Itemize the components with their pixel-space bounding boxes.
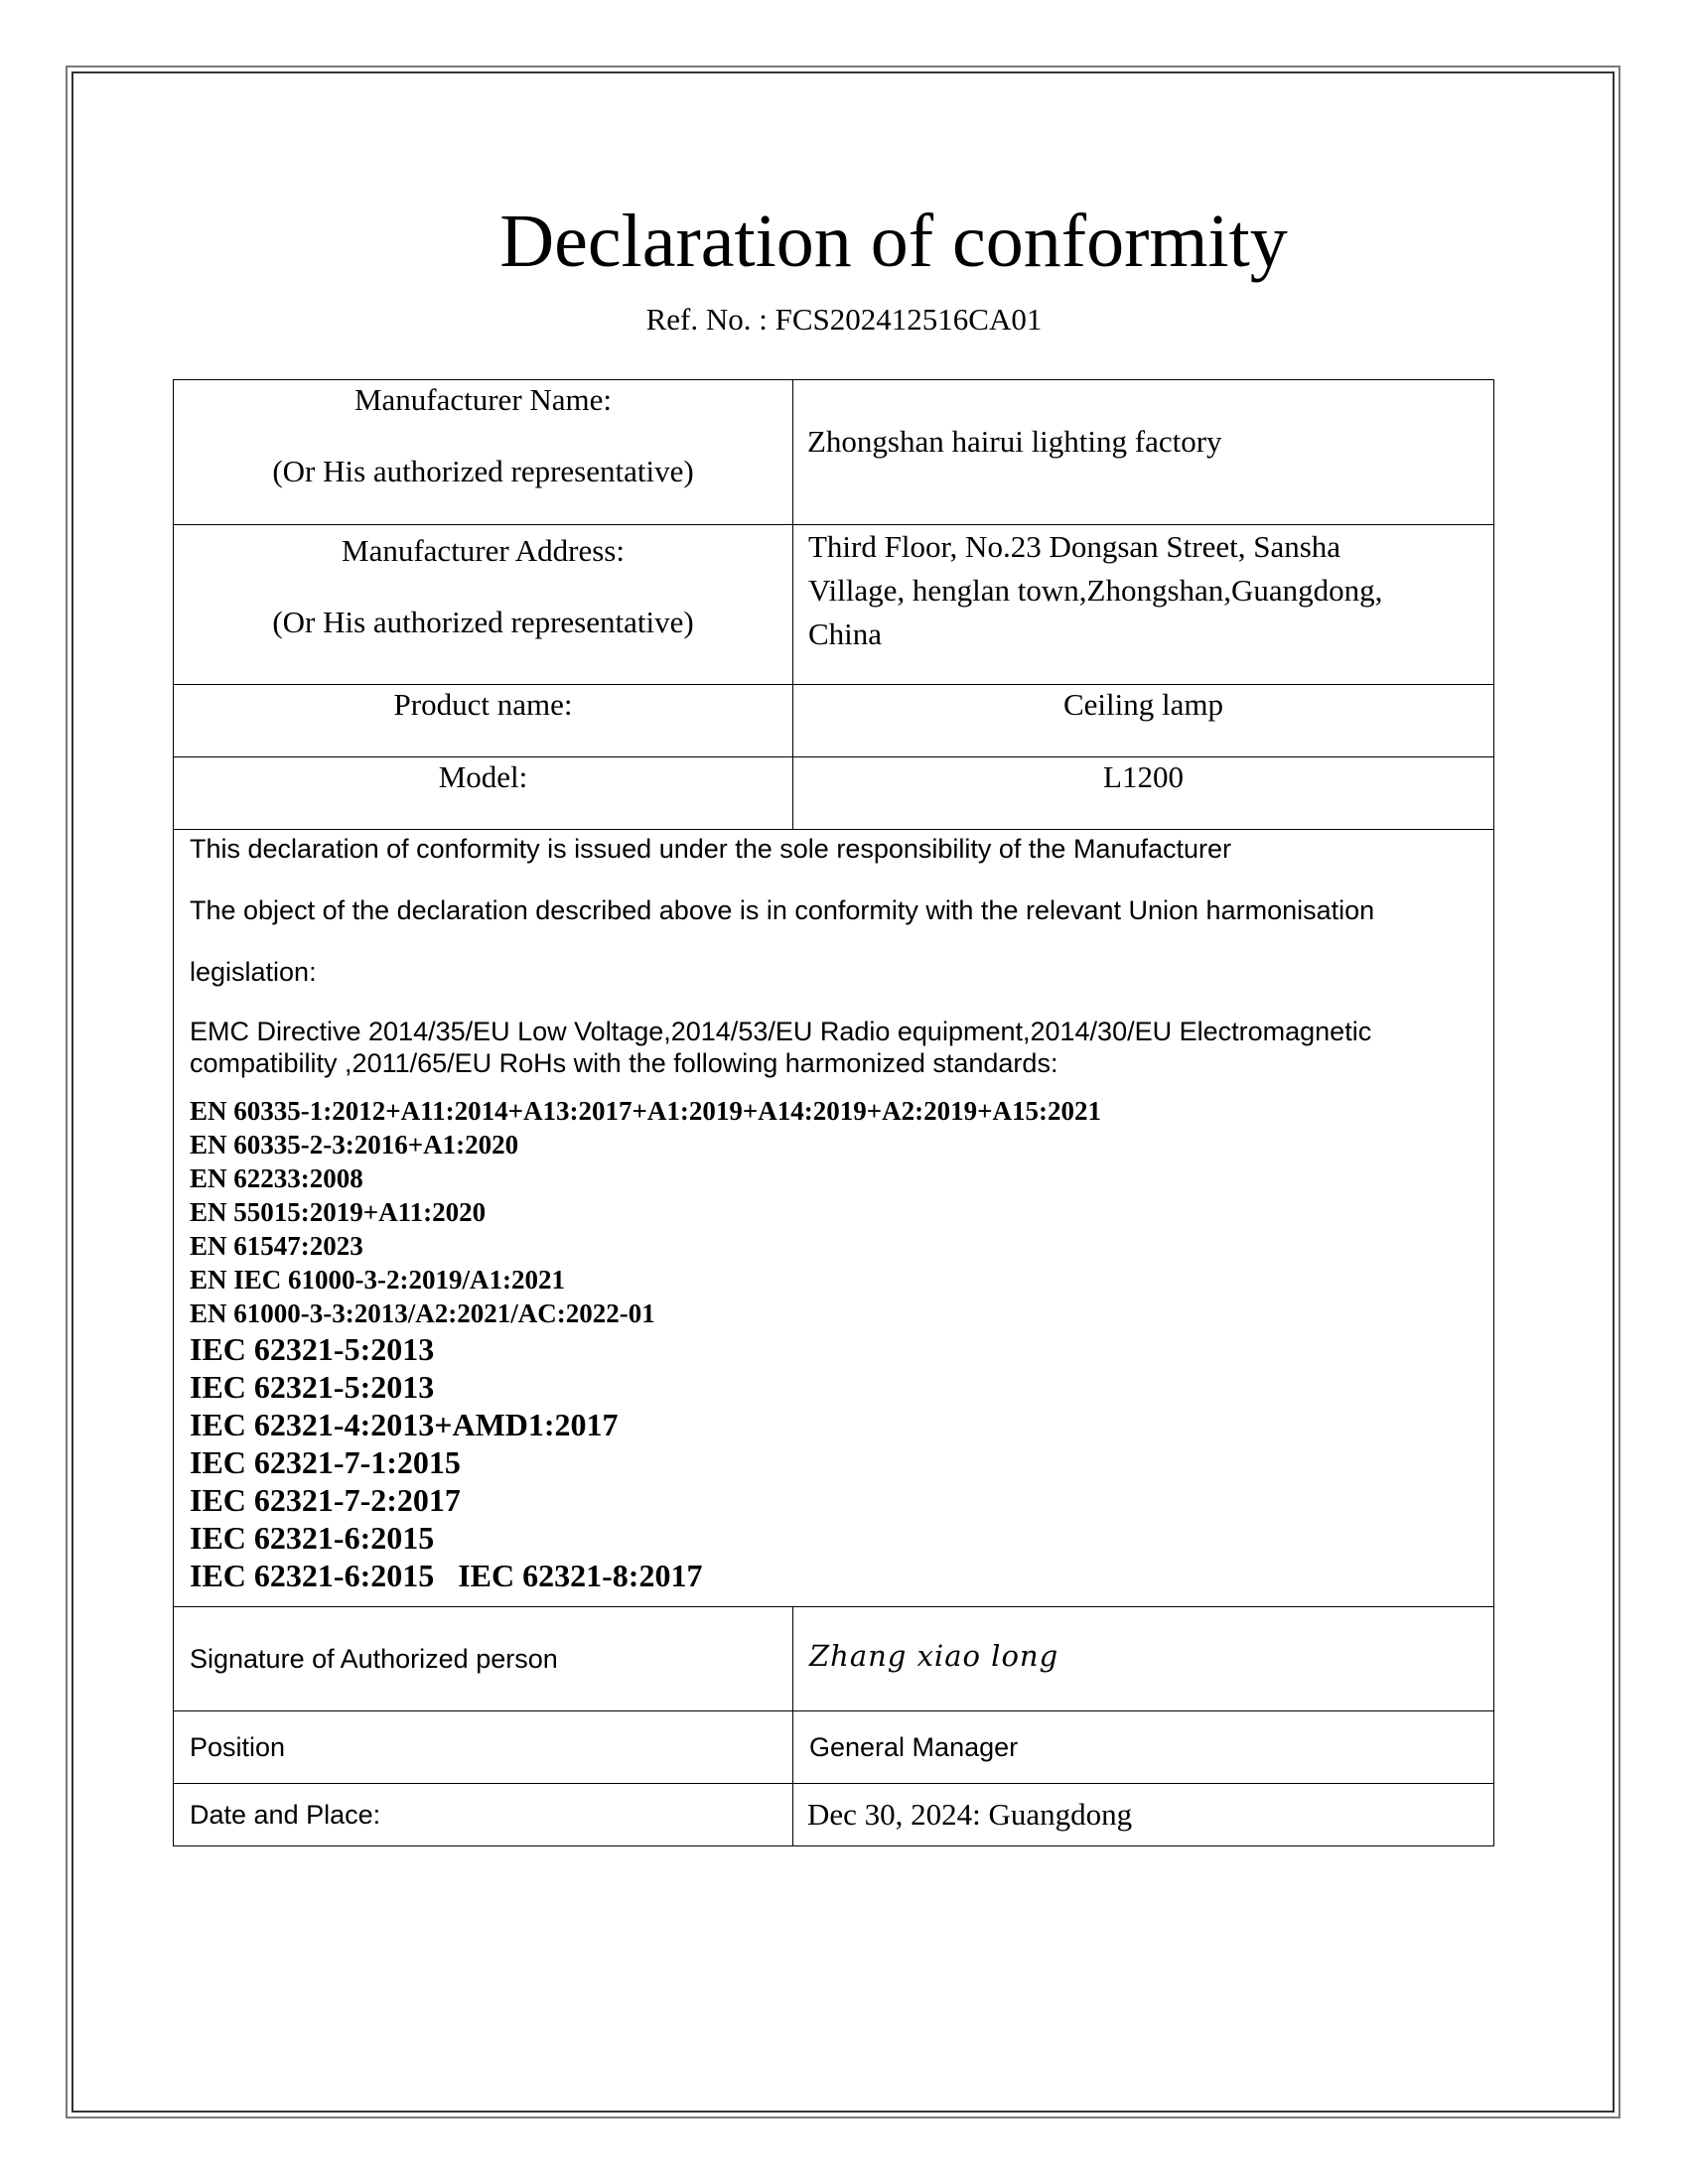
manufacturer-address-label-cell [174,525,793,685]
model-row [174,757,1494,830]
position-value-cell [793,1711,1494,1784]
manufacturer-name-label: Manufacturer Name: [353,382,613,417]
model-label: Model: [438,759,528,794]
standard-item: IEC 62321-7-2:2017 [190,1482,461,1518]
standard-item: IEC 62321-6:2015 [190,1520,435,1556]
date-label-cell [174,1784,793,1846]
declaration-cell [174,830,1494,1607]
declaration-row [174,830,1494,1607]
standard-item: IEC 62321-5:2013 [190,1369,435,1405]
standard-item: IEC 62321-7-1:2015 [190,1444,461,1480]
date-row [174,1784,1494,1846]
declaration-legislation: legislation: [190,957,317,987]
directives-line: compatibility ,2011/65/EU RoHs with the following harmonized standards: [190,1048,1058,1078]
standard-item: EN 61547:2023 [190,1231,363,1261]
standard-item: EN 55015:2019+A11:2020 [190,1197,487,1227]
date-label: Date and Place: [190,1799,381,1830]
address-line: China [808,616,883,651]
signature-value-cell [793,1607,1494,1711]
manufacturer-name-value-cell [793,380,1494,525]
model-label-cell [174,757,793,830]
manufacturer-address-row [174,525,1494,685]
declaration-table [173,379,1494,1846]
product-name-value: Ceiling lamp [1062,687,1223,722]
product-name-row [174,685,1494,757]
declaration-conformity-line: The object of the declaration described above is in conformity with the relevant Union harmonisation [190,895,1375,925]
manufacturer-name-row [174,380,1494,525]
product-name-label-cell [174,685,793,757]
manufacturer-address-sublabel: (Or His authorized representative) [272,605,694,639]
position-value: General Manager [809,1731,1019,1762]
product-name-value-cell [793,685,1494,757]
date-value: Dec 30, 2024: Guangdong [807,1797,1133,1832]
directives-line: EMC Directive 2014/35/EU Low Voltage,2014/53/EU Radio equipment,2014/30/EU Electromagnetic [190,1017,1372,1046]
signature-label: Signature of Authorized person [190,1643,558,1674]
standard-item: EN 61000-3-3:2013/A2:2021/AC:2022-01 [190,1298,655,1328]
handwritten-signature: Zhang xiao long [809,1639,1059,1673]
signature-label-cell [174,1607,793,1711]
standards-list [190,1094,1493,1594]
reference-number: Ref. No. : FCS202412516CA01 [645,302,1043,337]
address-line: Third Floor, No.23 Dongsan Street, Sansha [808,529,1341,564]
manufacturer-address-value-cell [793,525,1494,685]
model-value-cell [793,757,1494,830]
document-title: Declaration of conformity [499,200,1288,283]
signature-row [174,1607,1494,1711]
standard-item: IEC 62321-4:2013+AMD1:2017 [190,1407,619,1442]
position-label: Position [190,1731,286,1762]
address-line: Village, henglan town,Zhongshan,Guangdong, [808,573,1383,608]
position-row [174,1711,1494,1784]
manufacturer-name-sublabel: (Or His authorized representative) [272,454,694,488]
manufacturer-name-label-cell [174,380,793,525]
date-value-cell [793,1784,1494,1846]
product-name-label: Product name: [393,687,573,722]
position-label-cell [174,1711,793,1784]
model-value: L1200 [1103,759,1184,794]
standard-item: IEC 62321-6:2015 IEC 62321-8:2017 [190,1558,703,1593]
standard-item: EN 60335-1:2012+A11:2014+A13:2017+A1:2019+A14:2019+A2:2019+A15:2021 [190,1096,1101,1126]
manufacturer-name-value: Zhongshan hairui lighting factory [807,424,1222,459]
declaration-responsibility: This declaration of conformity is issued under the sole responsibility of the Manufacturer [190,834,1232,864]
standard-item: EN 60335-2-3:2016+A1:2020 [190,1130,519,1160]
standard-item: IEC 62321-5:2013 [190,1331,435,1367]
manufacturer-address-label: Manufacturer Address: [342,533,625,568]
standard-item: EN IEC 61000-3-2:2019/A1:2021 [190,1265,565,1295]
standard-item: EN 62233:2008 [190,1163,363,1193]
